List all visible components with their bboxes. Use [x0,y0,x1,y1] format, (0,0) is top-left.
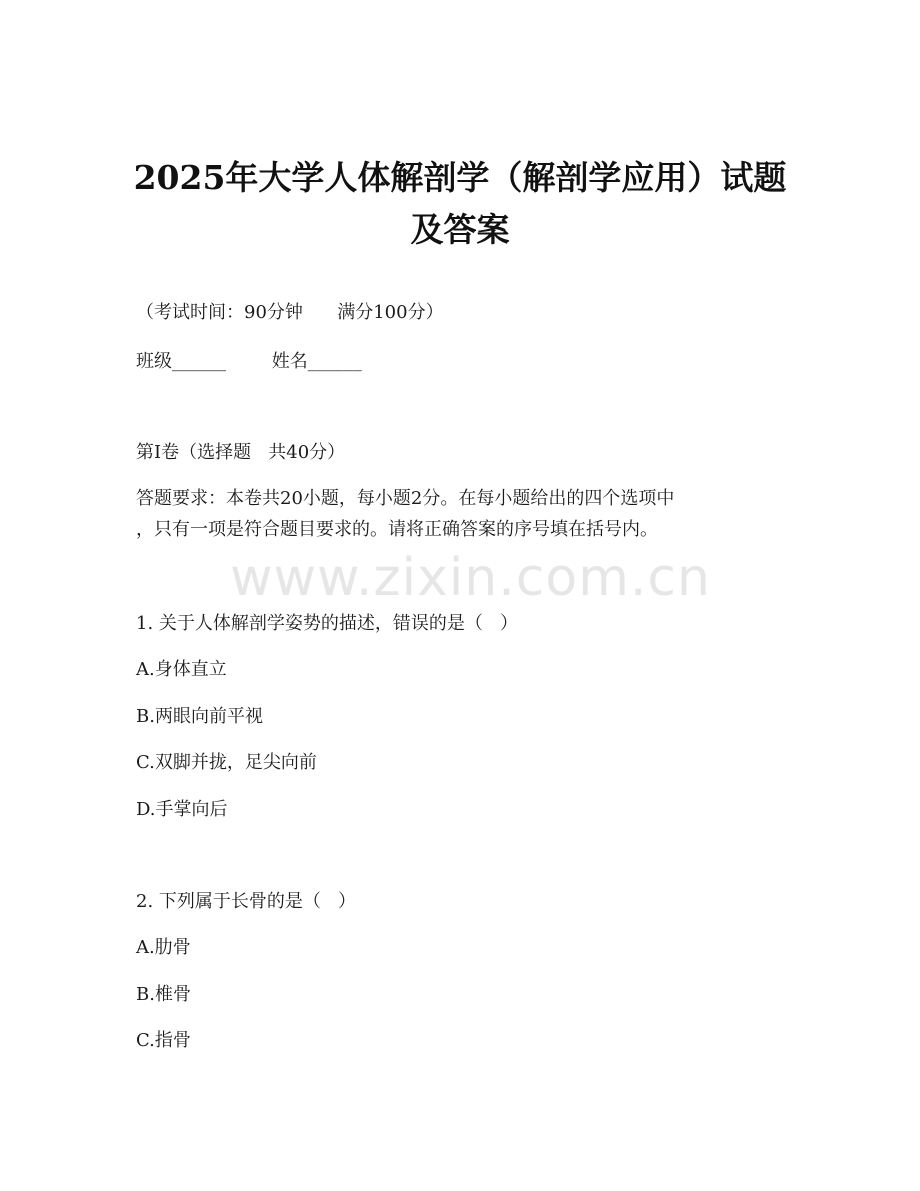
instructions-line2: ，只有一项是符合题目要求的。请将正确答案的序号填在括号内。 [136,519,658,540]
watermark-text: www.zixin.com.cn [230,548,711,608]
question-2-option-b: B.椎骨 [136,984,191,1005]
section-heading: 第I卷（选择题 共40分） [136,442,346,463]
question-1-option-b: B.两眼向前平视 [136,706,263,727]
question-1-option-d: D.手掌向后 [136,799,228,820]
exam-info: （考试时间：90分钟 满分100分） [136,302,444,323]
document-title-line2: 及答案 [410,210,510,249]
document-title-line1: 2025年大学人体解剖学（解剖学应用）试题 [133,158,787,197]
question-2-option-c: C.指骨 [136,1030,191,1051]
question-1-stem: 1. 关于人体解剖学姿势的描述，错误的是（ ） [136,613,519,634]
question-2-option-a: A.肋骨 [136,937,191,958]
question-1-option-a: A.身体直立 [136,659,227,680]
question-1-option-c: C.双脚并拢，足尖向前 [136,752,317,773]
class-name-line: 班级______ 姓名______ [136,351,362,372]
instructions-line1: 答题要求：本卷共20小题，每小题2分。在每小题给出的四个选项中 [136,488,675,509]
question-2-stem: 2. 下列属于长骨的是（ ） [136,891,357,912]
